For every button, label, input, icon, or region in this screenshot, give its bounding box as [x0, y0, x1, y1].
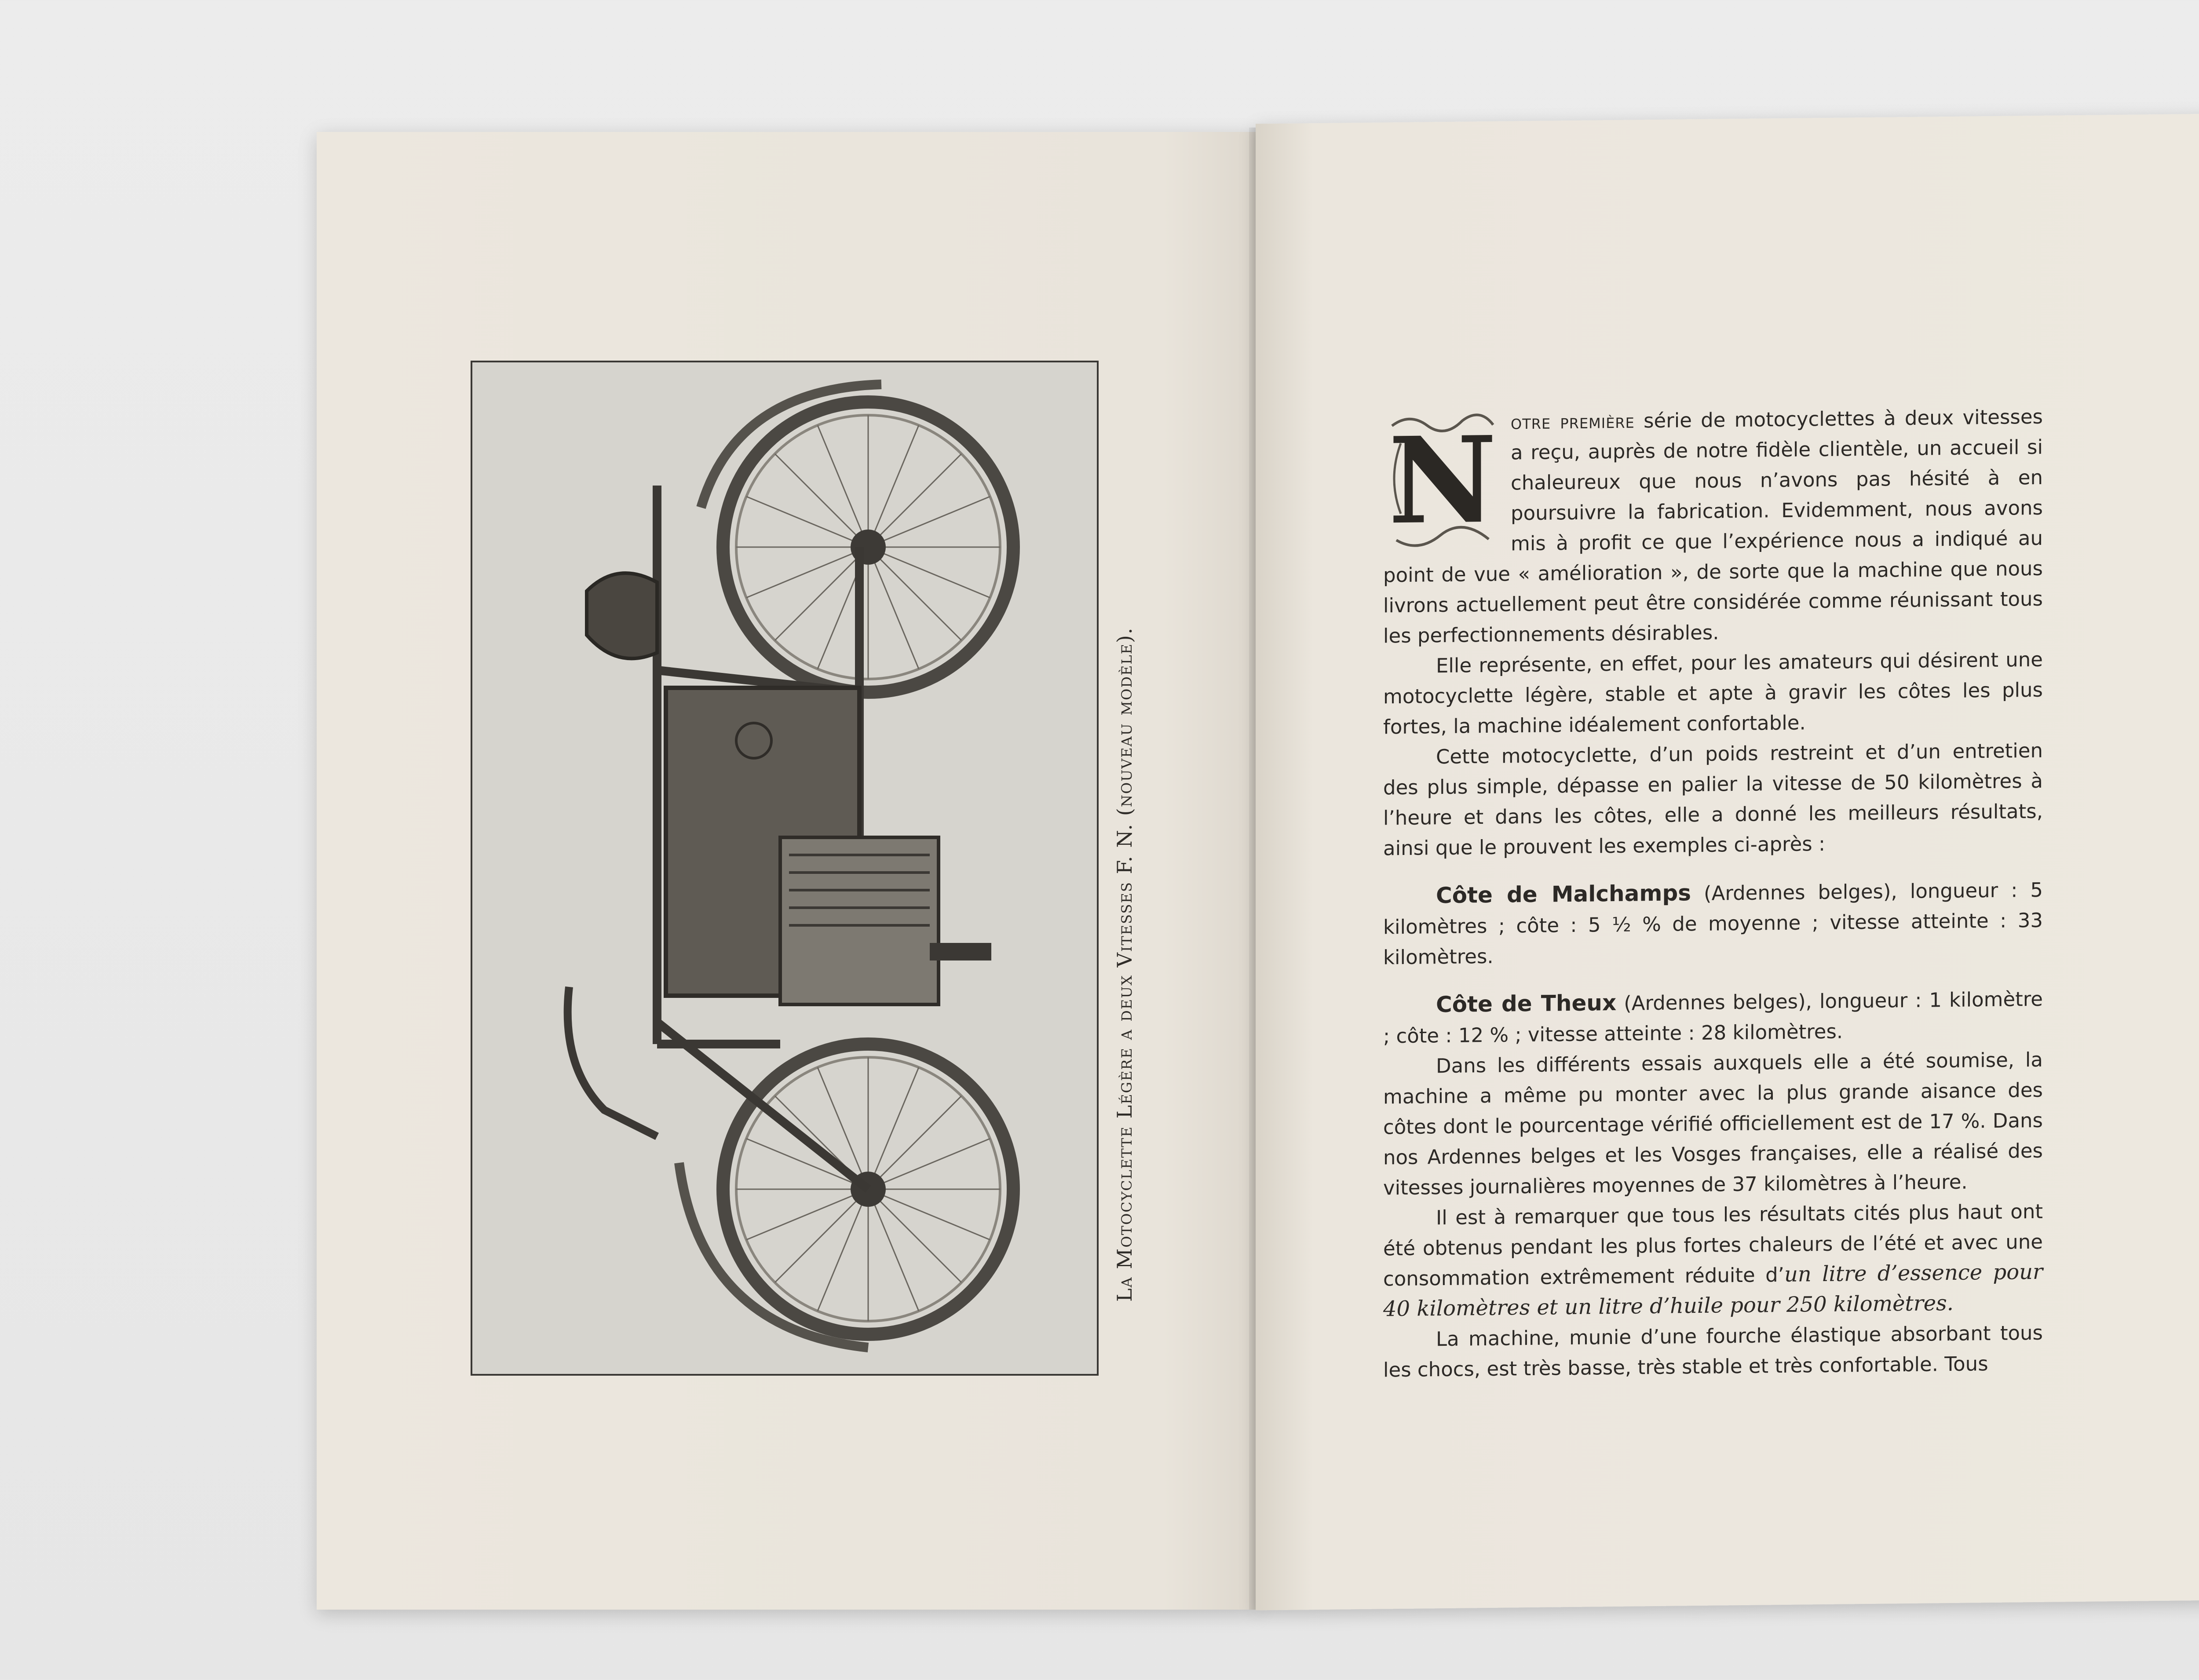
right-page	[1256, 113, 2199, 1610]
lead-words: otre première	[1511, 409, 1635, 434]
paragraph-2: Elle représente, en effet, pour les amateurs qui désirent une motocyclette légère, stable et apte à gravir les côtes les plus fortes, la machine idéalement confortable.	[1383, 647, 2043, 739]
paragraph-5-italic: un litre d’essence pour 40 kilomètres et un litre d’huile pour 250 kilomètres.	[1383, 1259, 2043, 1322]
article-text	[1383, 402, 2043, 1385]
paragraph-5-text: Il est à remarquer que tous les résultats cités plus haut ont été obtenus pendant les plus fortes chaleurs de l’été et avec une consommation extrêmement réduite d’	[1383, 1199, 2043, 1291]
example-1-title: Côte de Malchamps	[1436, 880, 1691, 909]
photo-caption	[1113, 627, 1139, 1302]
open-booklet	[317, 119, 2199, 1610]
example-2-text: (Ardennes belges), longueur : 1 kilomètre ; côte : 12 % ; vitesse atteinte : 28 kilomètres.	[1383, 987, 2043, 1048]
paragraph-6: La machine, munie d’une fourche élastique absorbant tous les chocs, est très basse, très stable et très confortable. Tous	[1383, 1321, 2043, 1382]
paragraph-3: Cette motocyclette, d’un poids restreint et d’un entretien des plus simple, dépasse en palier la vitesse de 50 kilomètres à l’heure et dans les côtes, elle a donné les meilleurs résultats, ainsi que le prouvent les exemples ci-après :	[1383, 738, 2043, 860]
example-theux	[1383, 983, 2043, 1052]
example-1-text: (Ardennes belges), longueur : 5 kilomètres ; côte : 5 ½ % de moyenne ; vitesse atteinte : 33 kilomètres.	[1383, 878, 2043, 969]
ornamental-dropcap-icon	[1383, 407, 1502, 554]
caption-text: La Motocyclette Légère a deux Vitesses F. N. (nouveau modèle).	[1113, 627, 1136, 1302]
example-malchamps	[1383, 874, 2043, 973]
motorcycle-photo	[471, 361, 1099, 1376]
svg-text:N: N	[1388, 409, 1497, 551]
paragraph-5	[1383, 1196, 2043, 1325]
example-2-title: Côte de Theux	[1436, 990, 1617, 1018]
left-page	[317, 132, 1258, 1610]
paragraph-1-text: série de motocyclettes à deux vitesses a reçu, auprès de notre fidèle clientèle, un accueil si chaleureux que nous n’avons pas hésité à en poursuivre la fabrication. Evidemment, nous avons mis à profit ce que l’expérience nous a indiqué au point de vue « amélioration », de sorte que la machine que nous livrons actuellement peut être considérée comme réunissant tous les perfectionnements désirables.	[1383, 405, 2043, 648]
paragraph-4: Dans les différents essais auxquels elle a été soumise, la machine a même pu monter avec la plus grande aisance des côtes dont le pourcentage vérifié officiellement est de 17 %. Dans nos Ardennes belges et les Vosges françaises, elle a réalisé des vitesses journalières moyennes de 37 kilomètres à l’heure.	[1383, 1048, 2043, 1200]
